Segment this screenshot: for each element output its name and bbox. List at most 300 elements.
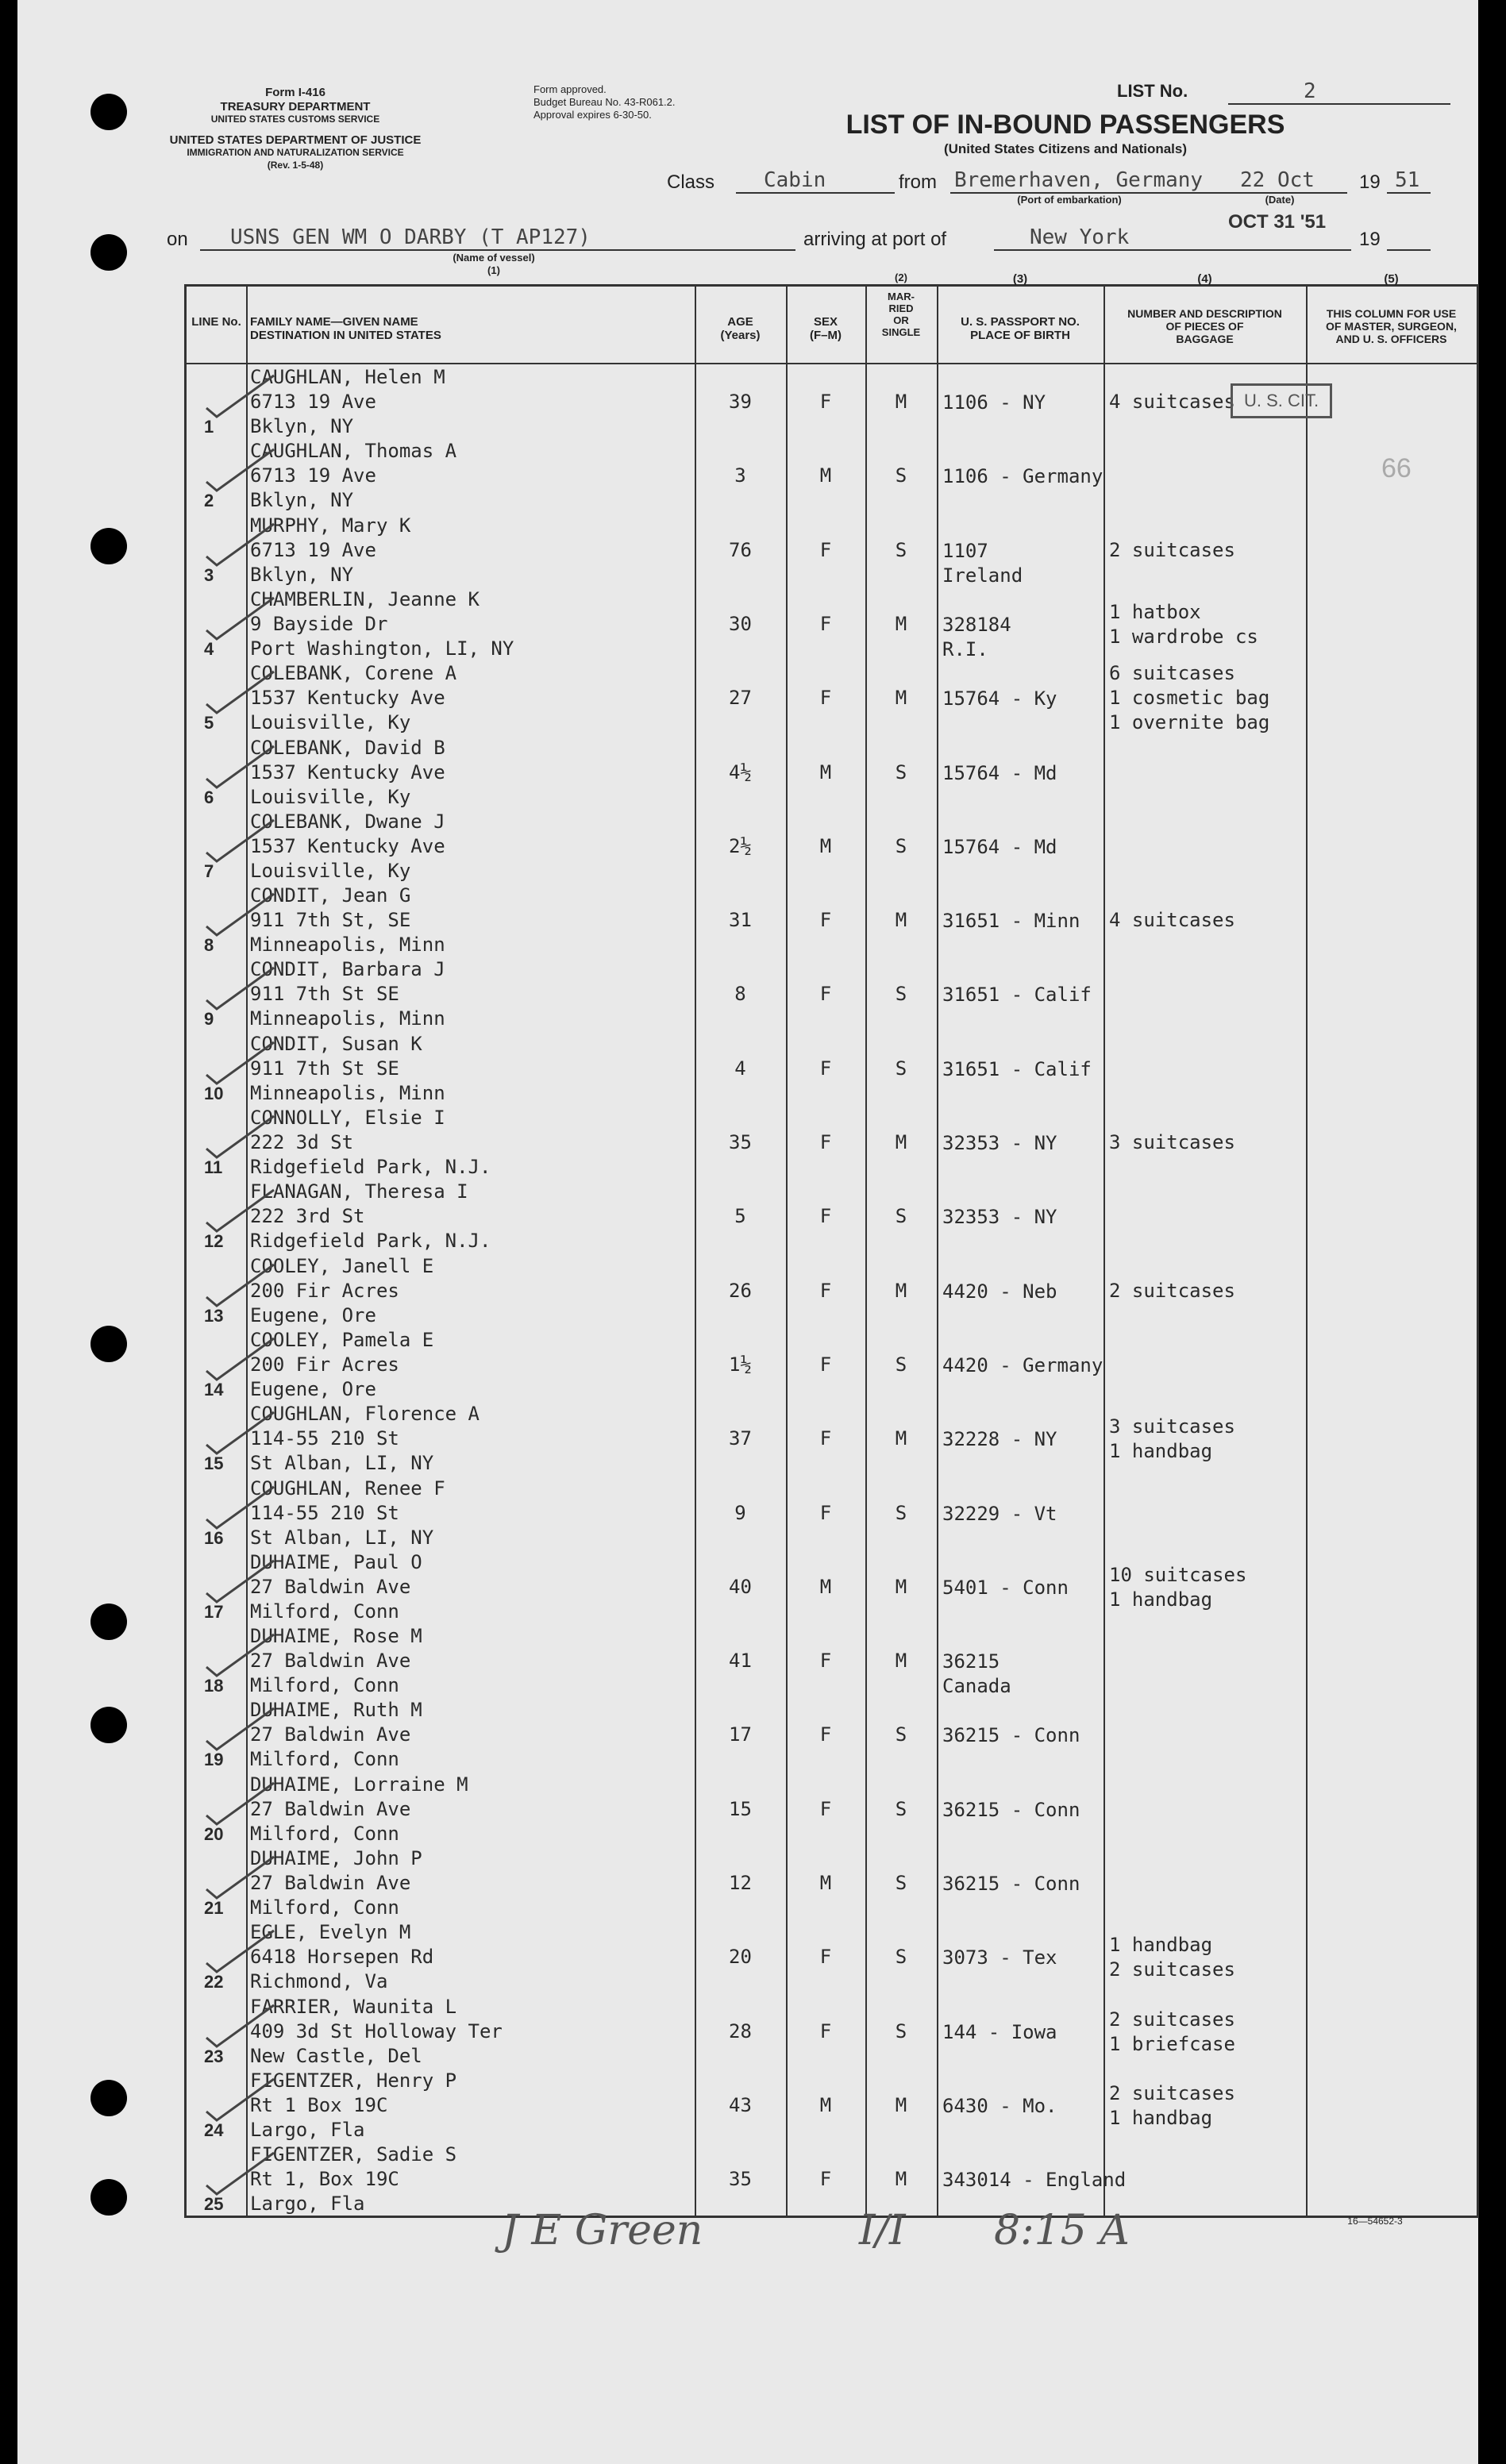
passenger-name: DUHAIME, Lorraine M: [250, 1773, 468, 1796]
marital-status: S: [895, 983, 907, 1006]
sex-value: F: [819, 1427, 832, 1450]
baggage-line: 2 suitcases: [1109, 1958, 1235, 1981]
check-mark-icon: [202, 1409, 278, 1457]
passenger-name: MURPHY, Mary K: [250, 514, 411, 537]
passenger-name: FARRIER, Waunita L: [250, 1995, 457, 2018]
year-prefix: 19: [1359, 171, 1381, 193]
table-row: [187, 1401, 1477, 1476]
passport-birthplace: 32229 - Vt: [942, 1502, 1057, 1525]
marital-status: S: [895, 1205, 907, 1228]
baggage-line: 1 handbag: [1109, 2106, 1213, 2129]
line-number: 25: [204, 2194, 224, 2215]
passport-birthplace: 32353 - NY: [942, 1132, 1057, 1154]
check-mark-icon: [202, 521, 278, 568]
check-mark-icon: [202, 595, 278, 642]
baggage-line: 3 suitcases: [1109, 1131, 1235, 1153]
passenger-name: COLEBANK, Corene A: [250, 662, 457, 685]
address-line: 27 Baldwin Ave: [250, 1723, 411, 1746]
check-mark-icon: [202, 964, 278, 1012]
marital-status: M: [895, 612, 907, 635]
passenger-name: CONDIT, Jean G: [250, 884, 411, 907]
arrival-date-stamp: OCT 31 '51: [1228, 211, 1327, 233]
check-mark-icon: [202, 817, 278, 864]
punch-hole: [91, 94, 127, 130]
passenger-name: CONNOLLY, Elsie I: [250, 1107, 445, 1129]
table-row: [187, 1031, 1477, 1106]
punch-hole: [91, 1604, 127, 1640]
line-number: 8: [204, 935, 214, 956]
address-line: 114-55 210 St: [250, 1501, 399, 1524]
address-line: 6713 19 Ave: [250, 538, 376, 561]
passport-birthplace: 4420 - Neb: [942, 1280, 1057, 1303]
age-value: 27: [729, 687, 752, 710]
passport-birthplace: 1107 Ireland: [942, 539, 1023, 587]
form-footer-code: 16—54652-3: [1347, 2216, 1403, 2227]
marital-status: S: [895, 464, 907, 487]
on-label: on: [167, 229, 188, 250]
address-line: 911 7th St, SE: [250, 909, 411, 932]
check-mark-icon: [202, 372, 278, 420]
sex-value: F: [819, 1131, 832, 1153]
passenger-name: FLANAGAN, Theresa I: [250, 1180, 468, 1203]
age-value: 20: [729, 1946, 752, 1969]
passenger-name: COOLEY, Pamela E: [250, 1328, 434, 1351]
address-city: Louisville, Ky: [250, 785, 411, 808]
check-mark-icon: [202, 2150, 278, 2197]
table-row: [187, 735, 1477, 810]
passenger-name: EGLE, Evelyn M: [250, 1921, 411, 1944]
age-value: 5: [734, 1205, 746, 1228]
address-city: Ridgefield Park, N.J.: [250, 1156, 491, 1178]
address-city: Bklyn, NY: [250, 563, 354, 586]
address-city: Milford, Conn: [250, 1896, 399, 1919]
sex-value: M: [819, 760, 832, 783]
date-caption: (Date): [1265, 194, 1295, 206]
table-row: [187, 1179, 1477, 1253]
age-value: 2½: [729, 834, 752, 857]
ins-service: IMMIGRATION AND NATURALIZATION SERVICE: [187, 147, 404, 158]
punch-hole: [91, 2080, 127, 2116]
address-line: 1537 Kentucky Ave: [250, 687, 445, 710]
check-mark-icon: [202, 668, 278, 716]
passport-birthplace: 328184 R.I.: [942, 613, 1011, 660]
table-row: [187, 438, 1477, 513]
passport-birthplace: 32353 - NY: [942, 1206, 1057, 1229]
address-city: Louisville, Ky: [250, 711, 411, 734]
passport-birthplace: 15764 - Md: [942, 835, 1057, 858]
line-number: 22: [204, 1972, 224, 1992]
col-baggage-num: (4): [1197, 272, 1212, 286]
passenger-name: DUHAIME, Ruth M: [250, 1699, 422, 1722]
age-value: 41: [729, 1650, 752, 1673]
year2-underline: [1387, 249, 1431, 251]
marital-status: M: [895, 1279, 907, 1302]
address-line: 409 3d St Holloway Ter: [250, 2019, 503, 2042]
marital-status: S: [895, 1353, 907, 1376]
punch-hole: [91, 234, 127, 271]
address-line: 6713 19 Ave: [250, 464, 376, 487]
address-city: Richmond, Va: [250, 1970, 388, 1993]
age-value: 26: [729, 1279, 752, 1302]
address-city: Louisville, Ky: [250, 859, 411, 882]
passport-birthplace: 31651 - Calif: [942, 1057, 1092, 1080]
sex-value: F: [819, 612, 832, 635]
address-line: 27 Baldwin Ave: [250, 1872, 411, 1894]
passenger-name: COLEBANK, Dwane J: [250, 810, 445, 833]
address-city: Milford, Conn: [250, 1748, 399, 1771]
vessel-name: USNS GEN WM O DARBY (T AP127): [230, 225, 591, 249]
check-mark-icon: [202, 743, 278, 791]
check-mark-icon: [202, 1854, 278, 1901]
table-row: [187, 809, 1477, 884]
list-no-value: 2: [1304, 79, 1316, 103]
address-city: Eugene, Ore: [250, 1303, 376, 1326]
passenger-name: FIGENTZER, Henry P: [250, 2069, 457, 2092]
age-value: 30: [729, 612, 752, 635]
line-number: 3: [204, 564, 214, 585]
us-citizen-stamp: U. S. CIT.: [1231, 383, 1332, 418]
passenger-name: CONDIT, Susan K: [250, 1032, 422, 1055]
address-city: Milford, Conn: [250, 1600, 399, 1623]
passport-birthplace: 36215 - Conn: [942, 1798, 1080, 1821]
passenger-name: FIGENTZER, Sadie S: [250, 2143, 457, 2166]
address-line: Rt 1, Box 19C: [250, 2168, 399, 2191]
marital-status: S: [895, 1501, 907, 1524]
address-city: Bklyn, NY: [250, 415, 354, 437]
table-row: [187, 1105, 1477, 1180]
passport-birthplace: 31651 - Calif: [942, 984, 1092, 1007]
sex-value: F: [819, 391, 832, 413]
baggage-line: 1 wardrobe cs: [1109, 625, 1258, 648]
age-value: 9: [734, 1501, 746, 1524]
passport-birthplace: 32228 - NY: [942, 1428, 1057, 1451]
marital-status: S: [895, 2019, 907, 2042]
port-of-embarkation: Bremerhaven, Germany: [954, 168, 1204, 192]
address-line: 27 Baldwin Ave: [250, 1797, 411, 1820]
address-city: St Alban, LI, NY: [250, 1526, 434, 1549]
marital-status: S: [895, 834, 907, 857]
marital-status: M: [895, 1131, 907, 1153]
passport-birthplace: 15764 - Ky: [942, 687, 1057, 710]
address-city: Port Washington, LI, NY: [250, 637, 514, 660]
table-row: [187, 1697, 1477, 1772]
age-value: 35: [729, 2168, 752, 2191]
sex-value: M: [819, 1575, 832, 1598]
vessel-caption: (Name of vessel): [453, 252, 535, 264]
age-value: 39: [729, 391, 752, 413]
passenger-name: COUGHLAN, Renee F: [250, 1476, 445, 1500]
col-passport-num: (3): [1012, 272, 1028, 286]
passport-birthplace: 36215 Canada: [942, 1650, 1011, 1698]
address-line: 911 7th St SE: [250, 983, 399, 1006]
baggage-line: 4 suitcases: [1109, 391, 1235, 413]
col-age: AGE (Years): [720, 315, 761, 343]
col-sex: SEX (F–M): [810, 315, 842, 343]
port-caption: (Port of embarkation): [1017, 194, 1122, 206]
line-number: 2: [204, 491, 214, 511]
col-name: FAMILY NAME—GIVEN NAME DESTINATION IN UNITED STATES: [250, 315, 441, 343]
address-city: St Alban, LI, NY: [250, 1452, 434, 1475]
address-city: New Castle, Del: [250, 2044, 422, 2067]
check-mark-icon: [202, 1927, 278, 1975]
passport-birthplace: 5401 - Conn: [942, 1576, 1069, 1599]
passenger-name: CONDIT, Barbara J: [250, 958, 445, 981]
sex-value: F: [819, 1501, 832, 1524]
marital-status: M: [895, 687, 907, 710]
col-officers-num: (5): [1384, 272, 1399, 286]
passenger-name: COOLEY, Janell E: [250, 1254, 434, 1277]
col-married: MAR- RIED OR SINGLE: [881, 291, 921, 338]
baggage-line: 3 suitcases: [1109, 1415, 1235, 1438]
inspection-time: 8:15 A: [994, 2207, 1130, 2254]
marital-status: M: [895, 391, 907, 413]
baggage-line: 10 suitcases: [1109, 1563, 1247, 1586]
side-number: 66: [1381, 453, 1412, 483]
punch-hole: [91, 528, 127, 564]
line-number: 14: [204, 1379, 224, 1399]
age-value: 3: [734, 464, 746, 487]
address-line: 27 Baldwin Ave: [250, 1575, 411, 1598]
page-title: LIST OF IN-BOUND PASSENGERS: [845, 110, 1285, 140]
passport-birthplace: 31651 - Minn: [942, 910, 1080, 933]
year2-prefix: 19: [1359, 229, 1381, 250]
customs-service: UNITED STATES CUSTOMS SERVICE: [210, 114, 380, 125]
sex-value: F: [819, 538, 832, 561]
address-line: 114-55 210 St: [250, 1427, 399, 1450]
address-line: 911 7th St SE: [250, 1057, 399, 1080]
col-officers: THIS COLUMN FOR USE OF MASTER, SURGEON, AND U. S. OFFICERS: [1326, 307, 1457, 346]
address-line: Rt 1 Box 19C: [250, 2093, 388, 2116]
embarkation-date: 22 Oct: [1240, 168, 1315, 192]
check-mark-icon: [202, 1631, 278, 1679]
age-value: 35: [729, 1131, 752, 1153]
table-row: [187, 2068, 1477, 2143]
baggage-line: 1 cosmetic bag: [1109, 687, 1270, 710]
age-value: 12: [729, 1872, 752, 1894]
marital-status: M: [895, 2093, 907, 2116]
table-row: [187, 1327, 1477, 1402]
line-number: 21: [204, 1898, 224, 1918]
sex-value: F: [819, 2168, 832, 2191]
line-number: 17: [204, 1601, 224, 1622]
address-city: Largo, Fla: [250, 2118, 365, 2141]
address-city: Minneapolis, Minn: [250, 1081, 445, 1104]
address-city: Largo, Fla: [250, 2193, 365, 2216]
table-row: [187, 883, 1477, 957]
punch-hole: [91, 1326, 127, 1362]
age-value: 31: [729, 909, 752, 932]
marital-status: M: [895, 909, 907, 932]
line-number: 9: [204, 1009, 214, 1030]
sex-value: F: [819, 909, 832, 932]
table-row: [187, 1772, 1477, 1846]
arriving-label: arriving at port of: [803, 229, 947, 250]
passenger-name: COLEBANK, David B: [250, 736, 445, 759]
check-mark-icon: [202, 1780, 278, 1827]
line-number: 10: [204, 1083, 224, 1103]
passport-birthplace: 144 - Iowa: [942, 2020, 1057, 2043]
year-underline: [1387, 192, 1431, 194]
address-city: Milford, Conn: [250, 1822, 399, 1845]
table-row: [187, 1919, 1477, 1994]
address-line: 1537 Kentucky Ave: [250, 834, 445, 857]
passenger-name: CAUGHLAN, Thomas A: [250, 440, 457, 463]
check-mark-icon: [202, 1113, 278, 1161]
passenger-name: COUGHLAN, Florence A: [250, 1403, 480, 1426]
line-number: 19: [204, 1750, 224, 1770]
line-number: 24: [204, 2119, 224, 2140]
address-line: 9 Bayside Dr: [250, 612, 388, 635]
age-value: 15: [729, 1797, 752, 1820]
passenger-name: DUHAIME, Rose M: [250, 1625, 422, 1648]
baggage-line: 2 suitcases: [1109, 2081, 1235, 2104]
passenger-name: CHAMBERLIN, Jeanne K: [250, 587, 480, 610]
table-row: [187, 587, 1477, 661]
passport-birthplace: 343014 - England: [942, 2169, 1127, 2192]
vessel-underline: [200, 249, 795, 251]
baggage-line: 2 suitcases: [1109, 538, 1235, 561]
sex-value: F: [819, 1353, 832, 1376]
year-suffix: 51: [1395, 168, 1420, 192]
sex-value: F: [819, 2019, 832, 2042]
age-value: 17: [729, 1723, 752, 1746]
check-mark-icon: [202, 1705, 278, 1753]
col-line-no: LINE No.: [191, 315, 241, 329]
sex-value: F: [819, 1797, 832, 1820]
marital-status: M: [895, 1575, 907, 1598]
check-mark-icon: [202, 1261, 278, 1309]
address-line: 222 3rd St: [250, 1205, 365, 1228]
passenger-table: [184, 271, 1479, 2218]
page-subtitle: (United States Citizens and Nationals): [943, 141, 1188, 156]
line-number: 16: [204, 1527, 224, 1548]
table-row: [187, 513, 1477, 587]
age-value: 37: [729, 1427, 752, 1450]
line-number: 6: [204, 787, 214, 807]
passport-birthplace: 36215 - Conn: [942, 1873, 1080, 1895]
marital-status: S: [895, 1057, 907, 1080]
passport-birthplace: 1106 - NY: [942, 391, 1046, 414]
punch-hole: [91, 2179, 127, 2216]
arrival-underline: [994, 249, 1351, 251]
arrival-port: New York: [1030, 225, 1130, 249]
col-baggage: NUMBER AND DESCRIPTION OF PIECES OF BAGGAGE: [1127, 307, 1282, 346]
table-row: [187, 1550, 1477, 1624]
vessel-col-num: (1): [487, 264, 500, 276]
age-value: 43: [729, 2093, 752, 2116]
class-underline: [736, 192, 895, 194]
class-value: Cabin: [764, 168, 826, 192]
line-number: 4: [204, 638, 214, 659]
sex-value: F: [819, 1057, 832, 1080]
check-mark-icon: [202, 2002, 278, 2050]
table-row: [187, 660, 1477, 735]
class-label: Class: [667, 171, 715, 193]
table-row: [187, 1994, 1477, 2069]
form-number: Form I-416: [265, 86, 325, 99]
passenger-name: DUHAIME, Paul O: [250, 1550, 422, 1573]
sex-value: M: [819, 1872, 832, 1894]
marital-status: M: [895, 2168, 907, 2191]
address-city: Minneapolis, Minn: [250, 1007, 445, 1030]
inspector-initials: I/I: [859, 2207, 906, 2254]
baggage-line: 4 suitcases: [1109, 909, 1235, 932]
address-city: Minneapolis, Minn: [250, 934, 445, 957]
sex-value: F: [819, 1650, 832, 1673]
age-value: 4½: [729, 760, 752, 783]
address-line: 6418 Horsepen Rd: [250, 1946, 434, 1969]
check-mark-icon: [202, 2076, 278, 2123]
age-value: 28: [729, 2019, 752, 2042]
inspector-signature: J E Green: [502, 2207, 703, 2254]
address-city: Ridgefield Park, N.J.: [250, 1230, 491, 1253]
check-mark-icon: [202, 1335, 278, 1383]
table-row: [187, 1623, 1477, 1698]
address-line: 1537 Kentucky Ave: [250, 760, 445, 783]
from-label: from: [899, 171, 937, 193]
marital-status: M: [895, 1650, 907, 1673]
baggage-line: 6 suitcases: [1109, 662, 1235, 685]
sex-value: F: [819, 1946, 832, 1969]
passenger-name: CAUGHLAN, Helen M: [250, 366, 445, 388]
line-number: 23: [204, 2046, 224, 2066]
line-number: 5: [204, 713, 214, 733]
sex-value: M: [819, 834, 832, 857]
baggage-line: 1 overnite bag: [1109, 711, 1270, 734]
passenger-name: DUHAIME, John P: [250, 1847, 422, 1869]
address-line: 27 Baldwin Ave: [250, 1650, 411, 1673]
passport-birthplace: 1106 - Germany: [942, 465, 1104, 488]
check-mark-icon: [202, 1484, 278, 1531]
age-value: 76: [729, 538, 752, 561]
check-mark-icon: [202, 1187, 278, 1234]
check-mark-icon: [202, 1557, 278, 1605]
marital-status: S: [895, 538, 907, 561]
age-value: 4: [734, 1057, 746, 1080]
line-number: 7: [204, 860, 214, 881]
sex-value: F: [819, 1205, 832, 1228]
marital-status: S: [895, 1797, 907, 1820]
passport-birthplace: 6430 - Mo.: [942, 2094, 1057, 2117]
table-row: [187, 2142, 1477, 2216]
form-approved: Form approved.: [533, 83, 607, 95]
line-number: 13: [204, 1305, 224, 1326]
sex-value: F: [819, 1723, 832, 1746]
sex-value: M: [819, 2093, 832, 2116]
age-value: 40: [729, 1575, 752, 1598]
passport-birthplace: 3073 - Tex: [942, 1946, 1057, 1969]
table-row: [187, 1476, 1477, 1550]
address-city: Eugene, Ore: [250, 1377, 376, 1400]
marital-status: M: [895, 1427, 907, 1450]
baggage-line: 2 suitcases: [1109, 2008, 1235, 2031]
baggage-line: 1 handbag: [1109, 1440, 1213, 1463]
line-number: 1: [204, 417, 214, 437]
punch-hole: [91, 1707, 127, 1743]
rev-date: (Rev. 1-5-48): [267, 160, 324, 171]
marital-status: S: [895, 1872, 907, 1894]
baggage-line: 1 handbag: [1109, 1588, 1213, 1611]
marital-status: S: [895, 1723, 907, 1746]
age-value: 1½: [729, 1353, 752, 1376]
sex-value: F: [819, 983, 832, 1006]
passport-birthplace: 36215 - Conn: [942, 1724, 1080, 1747]
manifest-page: [17, 0, 1478, 2464]
line-number: 11: [204, 1157, 223, 1177]
check-mark-icon: [202, 891, 278, 938]
marital-status: S: [895, 760, 907, 783]
baggage-line: 1 handbag: [1109, 1934, 1213, 1957]
